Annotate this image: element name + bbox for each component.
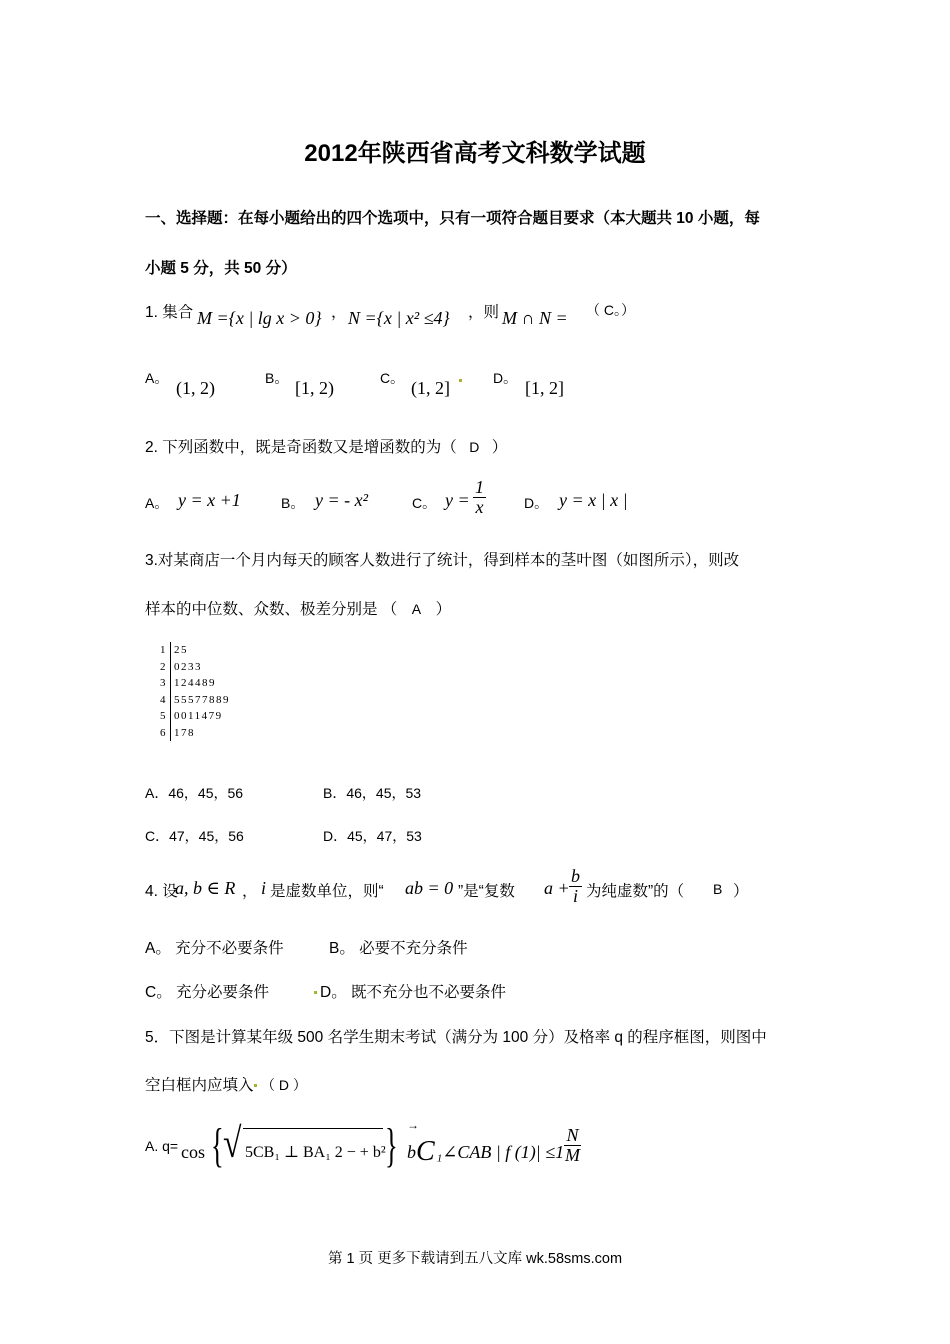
q5-inner: 5CB₁ ⊥ BA₁ 2 − + b²	[245, 1144, 386, 1161]
stem-leaf-plot	[158, 642, 230, 741]
q1-option-b-label: B。	[265, 370, 289, 386]
q5-big-c: C	[416, 1136, 435, 1167]
q4-mid3: ”是“复数	[458, 883, 515, 900]
question-4	[145, 867, 765, 917]
stem: 3	[158, 675, 171, 692]
stem-row	[158, 692, 230, 709]
q1-set-m: M ={x | lg x > 0}	[197, 308, 322, 328]
leaves: 0011479	[174, 710, 223, 722]
q5-cos: cos	[181, 1142, 205, 1162]
q5-frac-num: N	[566, 1125, 579, 1145]
q2-frac-num: 1	[475, 477, 484, 497]
stem-row	[158, 659, 230, 676]
q1-option-d-value: [1, 2]	[525, 378, 564, 398]
q2-option-b-label: B。	[281, 495, 305, 511]
q2-answer: D	[469, 439, 480, 455]
q4-option-b: B。 必要不充分条件	[329, 940, 468, 957]
q4-i-var: i	[261, 878, 267, 898]
stem-row	[158, 708, 230, 725]
leaves: 25	[174, 644, 188, 656]
stem: 1	[158, 642, 171, 659]
q4-frac-num: b	[571, 866, 580, 886]
q3-line1: 3.对某商店一个月内每天的顾客人数进行了统计，得到样本的茎叶图（如图所示），则改	[145, 552, 740, 569]
q3-option-c: C．47，45，56	[145, 828, 244, 844]
stem-row	[158, 675, 230, 692]
q2-option-d-value: y = x | x |	[559, 490, 628, 510]
q4-fraction	[569, 867, 582, 906]
q1-option-a-label: A。	[145, 370, 169, 386]
q2-close: ）	[491, 439, 508, 456]
q2-option-c-label: C。	[412, 495, 437, 511]
stem: 5	[158, 708, 171, 725]
q3-answer: A	[411, 601, 422, 617]
stem: 6	[158, 725, 171, 742]
page-title: 2012年陕西省高考文科数学试题	[304, 140, 646, 167]
q4-option-d-wrap	[314, 980, 506, 1002]
q1-option-c-label: C。	[380, 370, 405, 386]
marker-dot	[314, 991, 317, 994]
q5-answer: （ D ）	[260, 1077, 307, 1093]
q4-option-a: A。 充分不必要条件	[145, 940, 284, 957]
q1-option-c-value: (1, 2]	[411, 378, 450, 398]
q4-prefix: 4. 设	[145, 883, 178, 900]
vector-arrow-icon: →	[407, 1118, 419, 1132]
q5-line2	[145, 1073, 307, 1095]
q4-close: ）	[733, 883, 749, 900]
q1-options	[145, 368, 645, 398]
stem-row	[158, 725, 230, 742]
q3-option-b: B．46，45，53	[323, 785, 422, 801]
marker-dot	[254, 1084, 257, 1087]
q2-option-c-fraction	[473, 478, 486, 517]
q1-set-n: N ={x | x² ≤4}	[348, 308, 450, 328]
q5-rest: ₁∠CAB | f (1)| ≤1	[436, 1142, 565, 1162]
leaves: 124489	[174, 677, 216, 689]
q1-prefix: 1. 集合	[145, 304, 194, 321]
q4-mid2: 是虚数单位，则“	[270, 883, 384, 900]
q5-frac-den: M	[565, 1144, 580, 1165]
q2-text: 2. 下列函数中，既是奇函数又是增函数的为（	[145, 439, 457, 456]
q4-mid4: 为纯虚数”的（	[586, 883, 685, 900]
q2-option-a-value: y = x +1	[178, 490, 241, 510]
marker-dot	[459, 379, 462, 382]
q4-cond: ab = 0	[405, 878, 454, 898]
left-brace: {	[211, 1119, 224, 1172]
section-heading-line2: 小题 5 分，共 50 分）	[145, 260, 297, 277]
q3-close: ）	[435, 601, 452, 618]
q4-frac-den: i	[572, 885, 578, 906]
q1-then: ，则	[468, 304, 500, 321]
q3-line2	[145, 597, 451, 619]
q5-b: b	[407, 1142, 416, 1162]
q5-line1: 5．下图是计算某年级 500 名学生期末考试（满分为 100 分）及格率 q 的程序框图，则图中	[145, 1029, 767, 1046]
question-2	[145, 435, 507, 457]
q3-option-a: A．46，45，56	[145, 785, 244, 801]
right-brace: }	[385, 1119, 398, 1172]
section-heading-line1: 一、选择题：在每小题给出的四个选项中，只有一项符合题目要求（本大题共 10 小题，每	[145, 210, 760, 227]
q1-comma: ，	[331, 304, 347, 321]
page-footer: 第 1 页 更多下载请到五八文库 wk.58sms.com	[327, 1251, 623, 1267]
q2-option-a-label: A。	[145, 495, 169, 511]
q2-option-c-lhs: y =	[445, 490, 470, 510]
q1-option-b-value: [1, 2)	[295, 378, 334, 398]
q1-option-a-value: (1, 2)	[176, 378, 215, 398]
stem: 4	[158, 692, 171, 709]
stem: 2	[158, 659, 171, 676]
q5-option-a	[145, 1118, 625, 1186]
q2-option-d-label: D。	[524, 495, 549, 511]
q1-expr: M ∩ N =	[502, 308, 568, 328]
q4-option-d: D。 既不充分也不必要条件	[320, 984, 507, 1001]
q4-option-c: C。 充分必要条件	[145, 984, 270, 1001]
sqrt-bar	[243, 1128, 383, 1129]
q1-option-d-label: D。	[493, 370, 518, 386]
stem-row	[158, 642, 230, 659]
leaves: 0233	[174, 660, 202, 673]
q3-option-d: D．45，47，53	[323, 828, 422, 844]
q5-line2-text: 空白框内应填入	[145, 1077, 254, 1094]
q2-frac-den: x	[475, 496, 484, 517]
q4-answer: B	[713, 881, 723, 897]
q5-fraction	[563, 1126, 582, 1165]
leaves: 178	[174, 726, 195, 739]
q1-answer: （ C。）	[586, 302, 635, 318]
q4-mid1: ，	[242, 883, 258, 900]
q5-opt-label: A. q=	[145, 1138, 179, 1154]
q4-vars: a, b ∈ R	[175, 878, 236, 898]
q4-a-plus: a +	[544, 878, 570, 898]
leaves: 55577889	[174, 693, 230, 706]
sqrt-sign: √	[223, 1121, 242, 1167]
q3-line2-text: 样本的中位数、众数、极差分别是 （	[145, 601, 398, 618]
q2-option-b-value: y = - x²	[315, 490, 369, 510]
q2-options	[145, 478, 665, 528]
